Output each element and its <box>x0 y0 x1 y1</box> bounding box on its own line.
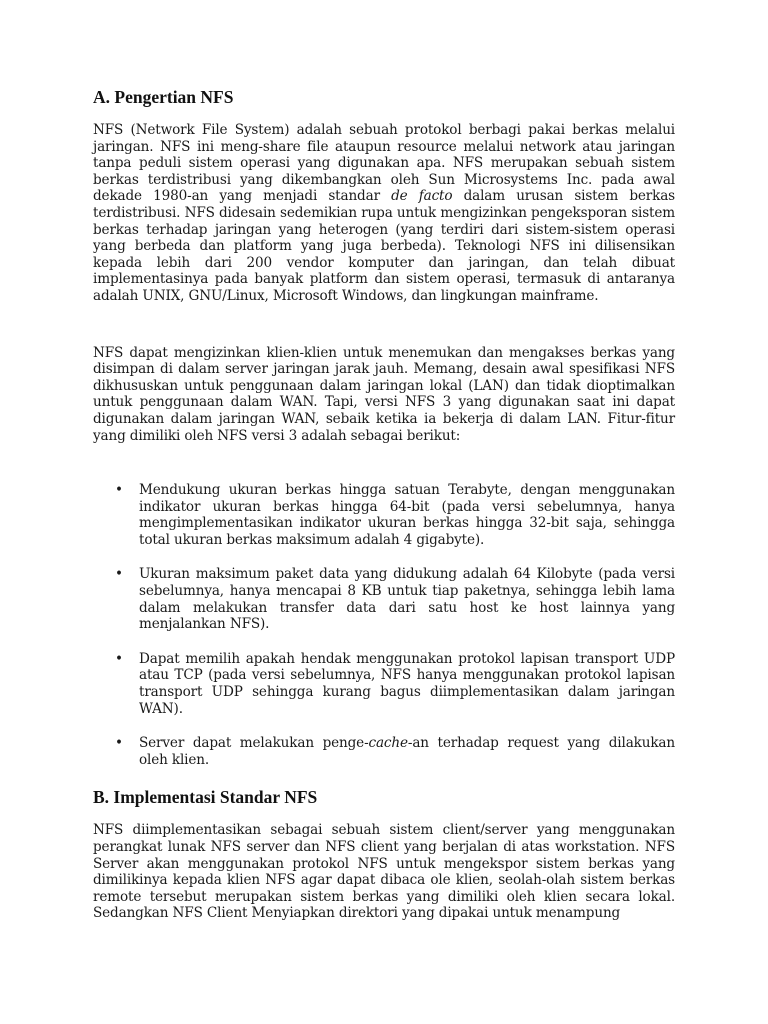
list-item <box>93 482 675 548</box>
section-a-paragraph-1 <box>93 122 675 305</box>
list-item <box>93 651 675 717</box>
bullet-icon: • <box>115 566 124 583</box>
feature-text: Ukuran maksimum paket data yang didukung adalah 64 Kilobyte (pada versi sebelumnya, hanya mencapai 8 KB untuk tiap paketnya, sehingga lebih lama dalam melakukan transfer data dari satu host ke host lainnya yang menjalankan NFS). <box>139 566 675 633</box>
feature-text: Mendukung ukuran berkas hingga satuan Terabyte, dengan menggunakan indikator ukuran berkas hingga 64-bit (pada versi sebelumnya, hanya mengimplementasikan indikator ukuran berkas hingga 32-bit saja, sehingga total ukuran berkas maksimum adalah 4 gigabyte). <box>139 482 675 548</box>
bullet-icon: • <box>115 650 124 667</box>
section-b-heading: B. Implementasi Standar NFS <box>93 787 318 808</box>
feature-text <box>139 735 675 768</box>
feature-text-end: -an terhadap request yang dilakukan oleh klien. <box>139 735 675 768</box>
section-b-paragraph-1: NFS diimplementasikan sebagai sebuah sistem client/server yang menggunakan perangkat lunak NFS server dan NFS client yang berjalan di atas workstation. NFS Server akan menggunakan protokol NFS untuk mengekspor sistem berkas yang dimilikinya kepada klien NFS agar dapat dibaca ole klien, seolah-olah sistem berkas remote tersebut merupakan sistem berkas yang dimiliki oleh klien secara lokal. Sedangkan NFS Client Menyiapkan direktori yang dipakai untuk menampung <box>93 822 675 922</box>
paragraph-1-italic-term: de facto <box>391 188 453 205</box>
section-a-paragraph-2: NFS dapat mengizinkan klien-klien untuk menemukan dan mengakses berkas yang disimpan di dalam server jaringan jarak jauh. Memang, desain awal spesifikasi NFS dikhususkan untuk penggunaan dalam jaringan lokal (LAN) dan tidak dioptimalkan untuk penggunaan dalam WAN. Tapi, versi NFS 3 yang digunakan saat ini dapat digunakan dalam jaringan WAN, sebaik ketika ia bekerja di dalam LAN. Fitur-fitur yang dimiliki oleh NFS versi 3 adalah sebagai berikut: <box>93 344 675 444</box>
document-page <box>93 86 675 922</box>
section-a-heading: A. Pengertian NFS <box>93 87 234 107</box>
bullet-icon: • <box>115 735 124 752</box>
feature-text-start: Server dapat melakukan penge- <box>139 735 369 752</box>
feature-italic-term: cache <box>368 735 408 752</box>
feature-list <box>93 482 675 768</box>
list-item <box>93 566 675 632</box>
bullet-icon: • <box>115 482 124 499</box>
feature-text: Dapat memilih apakah hendak menggunakan protokol lapisan transport UDP atau TCP (pada versi sebelumnya, NFS hanya menggunakan protokol lapisan transport UDP sehingga kurang bagus diimplementasikan dalam jaringan WAN). <box>139 650 675 717</box>
list-item <box>93 735 675 768</box>
paragraph-1-text-start: NFS (Network File System) adalah sebuah protokol berbagi pakai berkas melalui jaringan. NFS ini meng-share file ataupun resource melalui network atau jaringan tanpa peduli sistem operasi yang digunakan apa. NFS merupakan sebuah sistem berkas terdistribusi yang dikembangkan oleh Sun Microsystems Inc. pada awal dekade 1980-an yang menjadi standar <box>93 122 675 205</box>
paragraph-1-text-end: dalam urusan sistem berkas terdistribusi. NFS didesain sedemikian rupa untuk mengizinkan pengeksporan sistem berkas terhadap jaringan yang heterogen (yang terdiri dari sistem-sistem operasi yang berbeda dan platform yang juga berbeda). Teknologi NFS ini dilisensikan kepada lebih dari 200 vendor komputer dan jaringan, dan telah dibuat implementasinya pada banyak platform dan sistem operasi, termasuk di antaranya adalah UNIX, GNU/Linux, Microsoft Windows, dan lingkungan mainframe. <box>93 188 675 304</box>
